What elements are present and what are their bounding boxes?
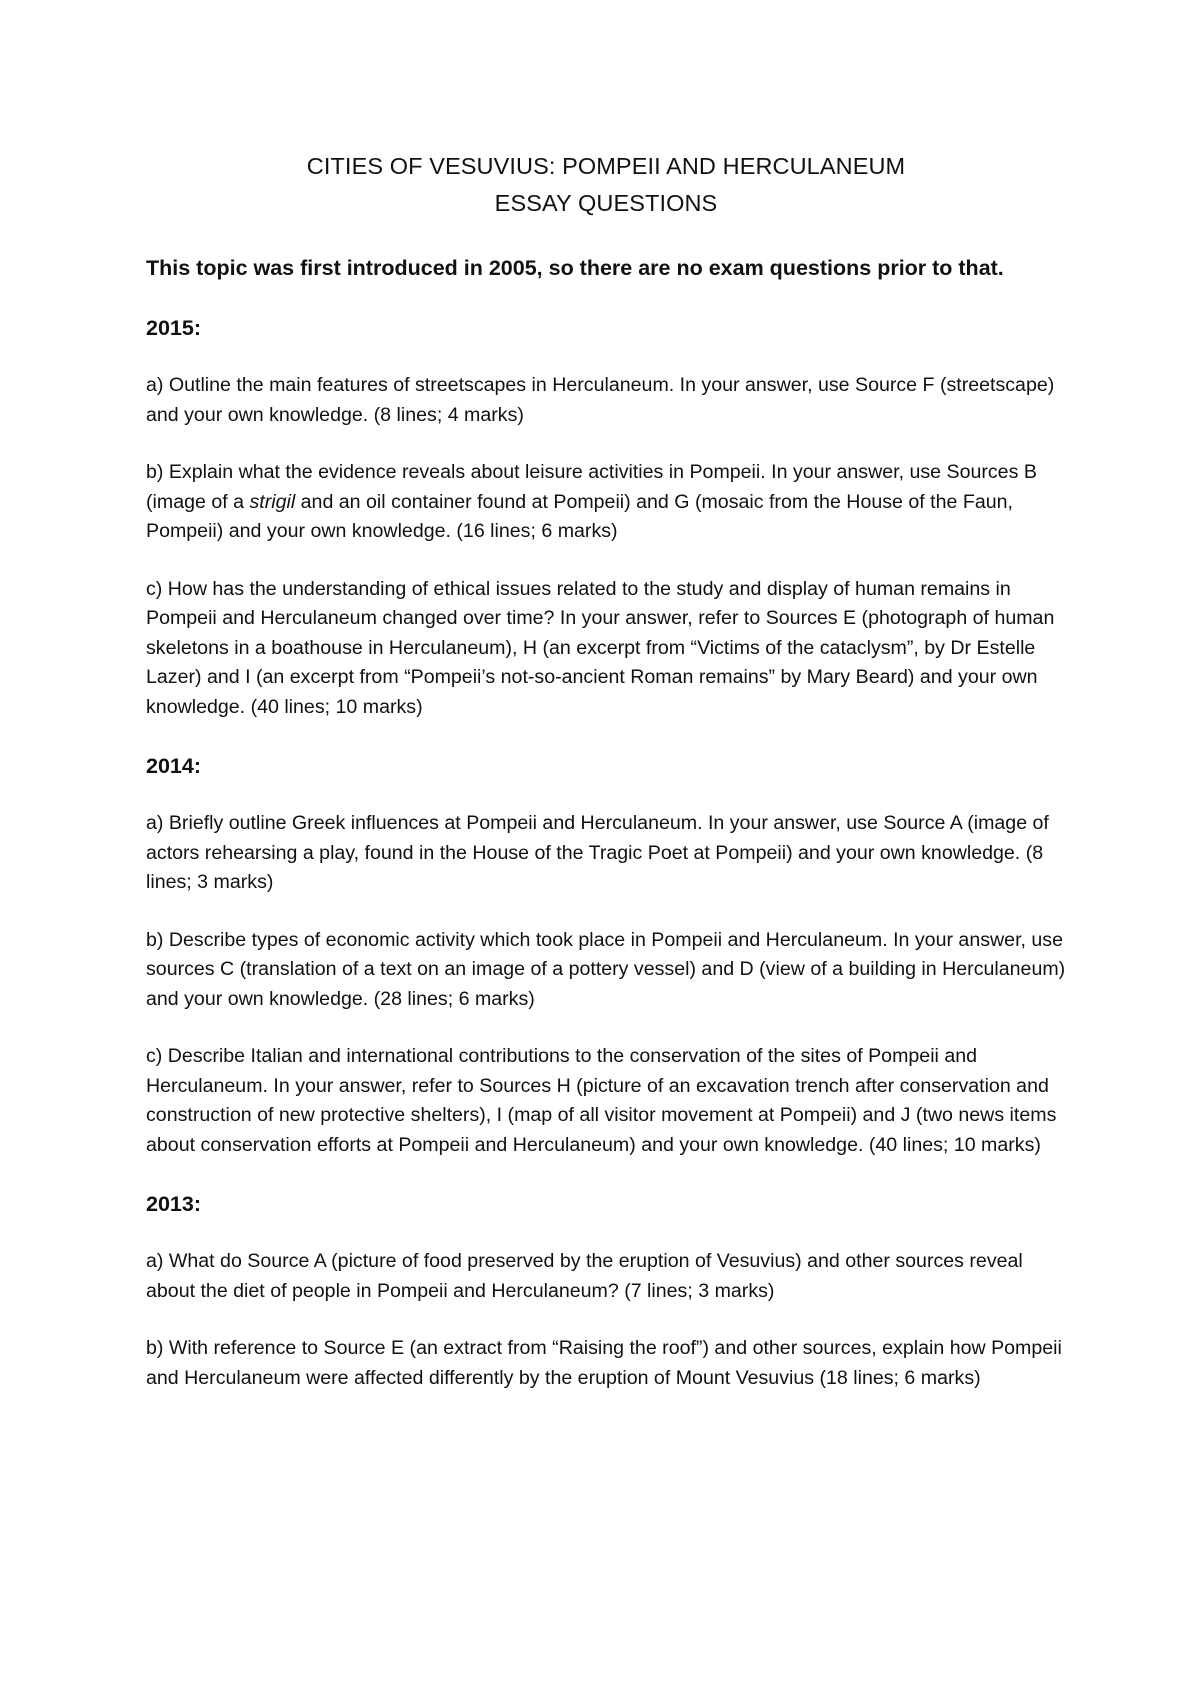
title-line-2: ESSAY QUESTIONS — [494, 190, 718, 216]
year-heading: 2015: — [146, 316, 201, 340]
section-2013 — [146, 1189, 1066, 1393]
question-2015-b — [146, 458, 1066, 547]
intro-paragraph: This topic was first introduced in 2005, so there are no exam questions prior to that. — [146, 256, 1004, 280]
question-2015-b-text-end: and an oil container found at Pompeii) and G (mosaic from the House of the Faun, Pompeii) and your own knowledge. (16 lines; 6 marks) — [146, 490, 1013, 542]
question-2015-b-italic-term: strigil — [249, 490, 296, 513]
question-2015-a: a) Outline the main features of streetscapes in Herculaneum. In your answer, use Source F (streetscape) and your own knowledge. (8 lines; 4 marks) — [146, 374, 1055, 426]
year-heading: 2014: — [146, 754, 201, 778]
question-2013-a: a) What do Source A (picture of food preserved by the eruption of Vesuvius) and other sources reveal about the diet of people in Pompeii and Herculaneum? (7 lines; 3 marks) — [146, 1250, 1023, 1302]
document-title — [146, 148, 1066, 222]
document-body — [146, 148, 1066, 1393]
question-2014-c: c) Describe Italian and international contributions to the conservation of the sites of Pompeii and Herculaneum. In your answer, refer to Sources H (picture of an excavation trench after conservation and construction of new protective shelters), I (map of all visitor movement at Pompeii) and J (two news items about conservation efforts at Pompeii and Herculaneum) and your own knowledge. (40 lines; 10 marks) — [146, 1045, 1057, 1156]
year-heading: 2013: — [146, 1192, 201, 1216]
question-2015-b-text-start: b) Explain what the evidence reveals about leisure activities in Pompeii. In your answer, use Sources B (image of a — [146, 461, 1037, 513]
question-2014-b: b) Describe types of economic activity which took place in Pompeii and Herculaneum. In your answer, use sources C (translation of a text on an image of a pottery vessel) and D (view of a building in Herculaneum) and your own knowledge. (28 lines; 6 marks) — [146, 928, 1066, 1010]
question-2015-c: c) How has the understanding of ethical issues related to the study and display of human remains in Pompeii and Herculaneum changed over time? In your answer, refer to Sources E (photograph of human skeletons in a boathouse in Herculaneum), H (an excerpt from “Victims of the cataclysm”, by Dr Estelle Lazer) and I (an excerpt from “Pompeii’s not-so-ancient Roman remains” by Mary Beard) and your own knowledge. (40 lines; 10 marks) — [146, 577, 1055, 718]
title-line-1: CITIES OF VESUVIUS: POMPEII AND HERCULANEUM — [306, 153, 906, 179]
question-2013-b: b) With reference to Source E (an extract from “Raising the roof”) and other sources, explain how Pompeii and Herculaneum were affected differently by the eruption of Mount Vesuvius (18 lines; 6 marks) — [146, 1337, 1062, 1389]
question-2014-a: a) Briefly outline Greek influences at Pompeii and Herculaneum. In your answer, use Source A (image of actors rehearsing a play, found in the House of the Tragic Poet at Pompeii) and your own knowledge. (8 lines; 3 marks) — [146, 812, 1049, 893]
section-2014 — [146, 751, 1066, 1160]
section-2015 — [146, 313, 1066, 722]
